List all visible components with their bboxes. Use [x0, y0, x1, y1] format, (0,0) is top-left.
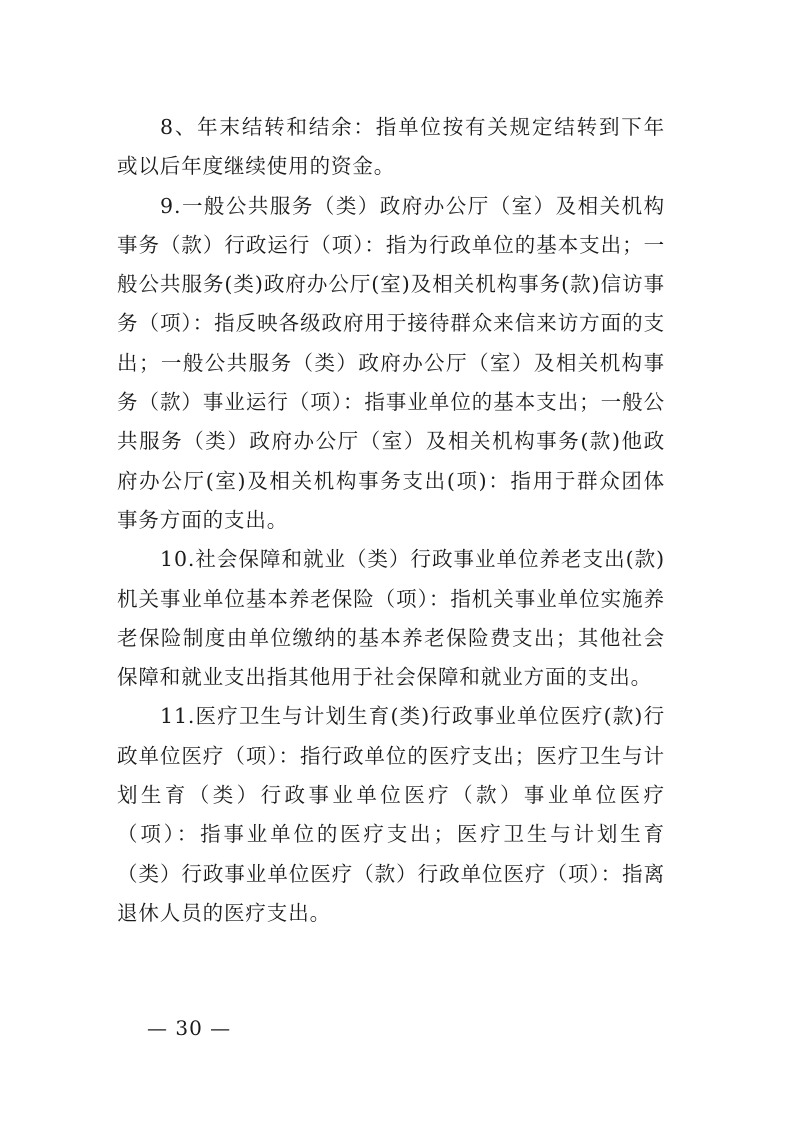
- paragraph-social-security: 10.社会保障和就业（类）行政事业单位养老支出(款)机关事业单位基本养老保险（项）：指机关事业单位实施养老保险制度由单位缴纳的基本养老保险费支出；其他社会保障和就业支出指其他用于社会保障和就业方面的支出。: [117, 547, 665, 690]
- paragraph-year-end-balance: 8、年末结转和结余：指单位按有关规定结转到下年或以后年度继续使用的资金。: [117, 115, 665, 179]
- document-body: [117, 108, 665, 933]
- page-number: — 30 —: [147, 1016, 232, 1040]
- paragraph-medical-health: 11.医疗卫生与计划生育(类)行政事业单位医疗(款)行政单位医疗（项）：指行政单位的医疗支出；医疗卫生与计划生育（类）行政事业单位医疗（款）事业单位医疗（项）：指事业单位的医疗支出；医疗卫生与计划生育（类）行政事业单位医疗（款）行政单位医疗（项）：指离退休人员的医疗支出。: [117, 704, 665, 925]
- paragraph-general-public-services: 9.一般公共服务（类）政府办公厅（室）及相关机构事务（款）行政运行（项）：指为行政单位的基本支出；一般公共服务(类)政府办公厅(室)及相关机构事务(款)信访事务（项）：指反映各级政府用于接待群众来信来访方面的支出；一般公共服务（类）政府办公厅（室）及相关机构事务（款）事业运行（项）：指事业单位的基本支出；一般公共服务（类）政府办公厅（室）及相关机构事务(款)他政府办公厅(室)及相关机构事务支出(项)：指用于群众团体事务方面的支出。: [117, 193, 665, 532]
